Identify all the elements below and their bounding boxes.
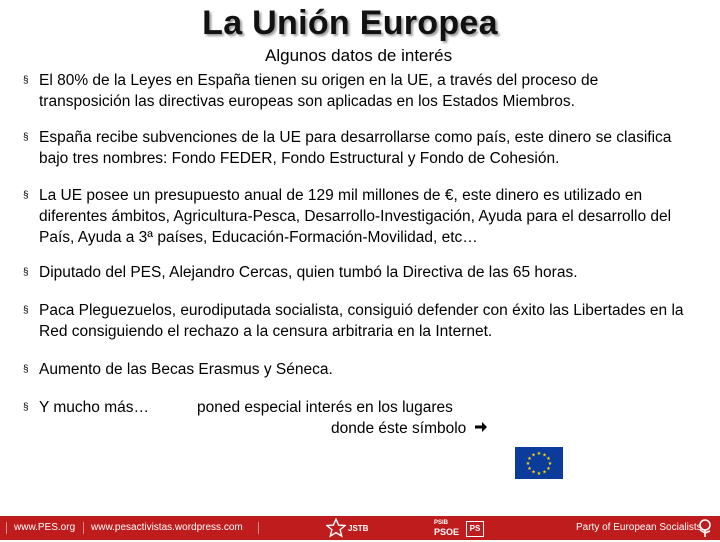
bullet-text-part1: Y mucho más… [39,399,149,416]
bullet-text: El 80% de la Leyes en España tienen su origen en la UE, a través del proceso de transposición las directivas europeas son aplicadas en los Estados Miembros. [39,72,599,110]
ps-logo: PS [466,521,484,537]
bullet-text-part3: donde éste símbolo [331,420,467,437]
bullet-item-last [23,397,693,441]
bullet-item [23,300,693,342]
bullet-marker: § [23,132,29,143]
bullet-text: La UE posee un presupuesto anual de 129 mil millones de €, este dinero es utilizado en diferentes ámbitos, Agricultura-Pesca, Desarrollo-Investigación, Ayuda para el desarrollo del País, Ayuda a 3ª países, Educación-Formación-Movilidad, etc… [39,187,672,246]
arrow-right-icon [474,420,488,437]
eu-flag-icon [515,447,563,479]
svg-text:★: ★ [536,471,542,477]
svg-text:★: ★ [542,469,547,476]
slide-title: La Unión Europea [202,4,498,42]
bullet-text: Aumento de las Becas Erasmus y Séneca. [39,361,333,378]
svg-text:★: ★ [542,452,547,459]
footer-link-pes[interactable]: www.PES.org [14,522,76,533]
svg-text:★: ★ [546,456,551,462]
bullet-text: España recibe subvenciones de la UE para desarrollarse como país, este dinero se clasifica bajo tres nombres: Fondo FEDER, Fondo Estructural y Fondo de Cohesión. [39,129,672,167]
bullet-marker: § [23,402,29,413]
bullet-text: Paca Pleguezuelos, eurodiputada socialista, consiguió defender con éxito las Libertades en la Red consiguiendo el rechazo a la censura arbitraria en la Internet. [39,302,684,340]
slide-subtitle: Algunos datos de interés [265,46,453,65]
psoe-logo-text: PSOE [434,527,460,537]
svg-text:★: ★ [527,466,532,472]
rose-logo-icon [694,518,716,538]
bullet-marker: § [23,190,29,201]
bullet-item [23,185,693,248]
bullet-item [23,70,693,112]
bullet-item [23,262,693,283]
bullet-text-part3-wrap [331,418,488,439]
svg-text:★: ★ [531,452,536,459]
bullet-marker: § [23,364,29,375]
svg-text:★: ★ [531,469,536,476]
svg-text:★: ★ [525,461,531,467]
bullet-text-part2: poned especial interés en los lugares [197,399,453,416]
bullet-marker: § [23,305,29,316]
svg-text:★: ★ [546,466,551,472]
bullet-item [23,359,693,380]
star-logo-icon [326,518,346,538]
svg-text:★: ★ [527,456,532,462]
bullet-item [23,127,693,169]
svg-text:★: ★ [547,461,553,467]
jstb-logo: JSTB [348,524,369,533]
bullet-text: Diputado del PES, Alejandro Cercas, quien tumbó la Directiva de las 65 horas. [39,264,578,281]
psib-logo-text: PSIB [434,520,449,526]
footer-bar [0,516,720,540]
footer-tagline: Party of European Socialists [576,522,702,533]
bullet-marker: § [23,75,29,86]
psib-psoe-logo [434,519,459,537]
footer-link-pesactivistas[interactable]: www.pesactivistas.wordpress.com [91,522,243,533]
bullet-marker: § [23,267,29,278]
svg-text:★: ★ [536,451,542,457]
